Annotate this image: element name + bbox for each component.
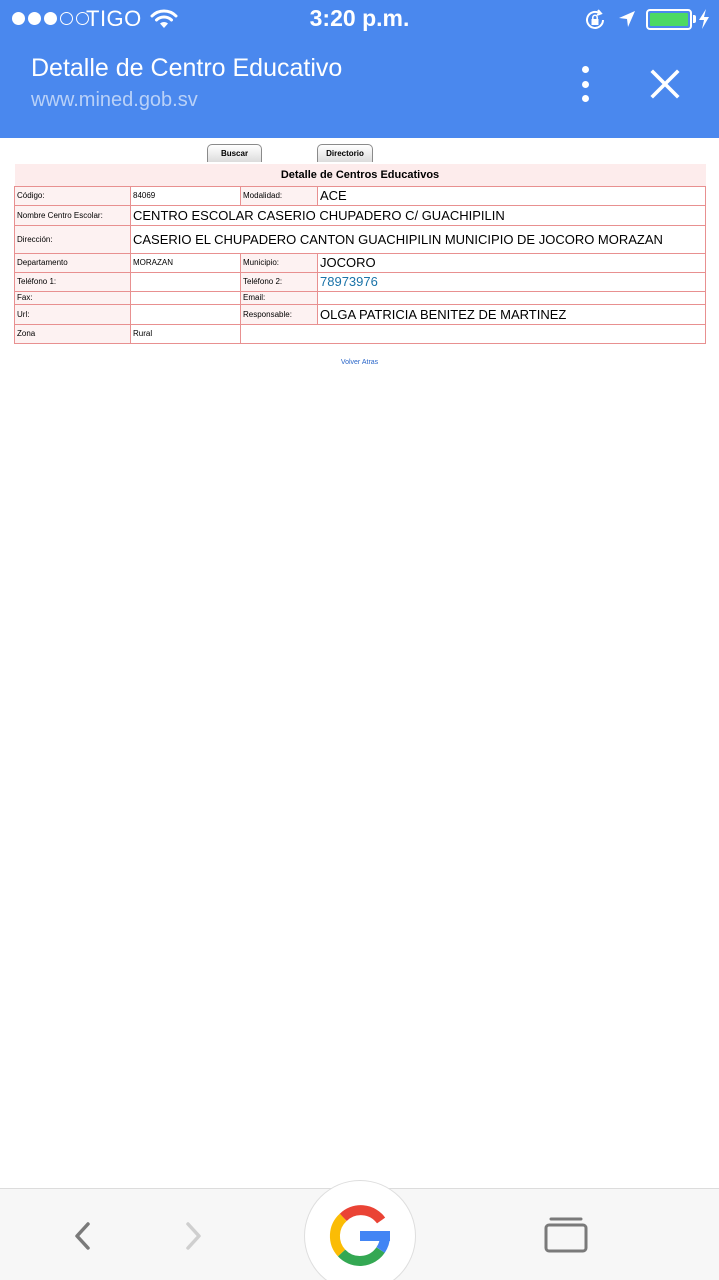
clock: 3:20 p.m. [309,5,410,31]
responsable-value: OLGA PATRICIA BENITEZ DE MARTINEZ [318,304,706,324]
page-tabs [0,144,719,164]
browser-header [0,0,719,138]
table-row [15,272,706,291]
bottom-toolbar [0,1188,719,1280]
more-vert-icon[interactable] [570,66,600,102]
table-row [15,253,706,272]
charging-bolt-icon [698,9,710,34]
fax-label: Fax: [15,291,131,304]
table-row [15,324,706,343]
page-url: www.mined.gob.sv [31,89,198,111]
telefono1-label: Teléfono 1: [15,272,131,291]
direccion-value: CASERIO EL CHUPADERO CANTON GUACHIPILIN MUNICIPIO DE JOCORO MORAZAN [131,225,706,253]
google-logo-icon [327,1203,393,1274]
tab-directorio[interactable]: Directorio [317,144,373,162]
detail-table [14,164,706,344]
email-value [318,291,706,304]
google-search-button[interactable] [305,1181,415,1280]
table-row [15,186,706,205]
zona-value: Rural [131,324,241,343]
departamento-label: Departamento [15,253,131,272]
codigo-label: Código: [15,186,131,205]
nombre-value: CENTRO ESCOLAR CASERIO CHUPADERO C/ GUACHIPILIN [131,205,706,225]
telefono2-label: Teléfono 2: [241,272,318,291]
email-label: Email: [241,291,318,304]
departamento-value: MORAZAN [131,253,241,272]
table-row [15,205,706,225]
telefono1-value [131,272,241,291]
table-caption: Detalle de Centros Educativos [15,164,706,186]
close-icon[interactable] [649,68,681,105]
table-row [15,225,706,253]
back-link[interactable]: Volver Atras [340,359,379,366]
url-value [131,304,241,324]
location-arrow-icon [617,9,637,34]
table-caption-row [15,164,706,186]
codigo-value: 84069 [131,186,241,205]
carrier-name: TIGO [86,6,142,31]
forward-chevron-icon[interactable] [180,1220,206,1257]
modalidad-value: ACE [318,186,706,205]
status-bar [0,0,719,40]
url-label: Url: [15,304,131,324]
table-row [15,304,706,324]
responsable-label: Responsable: [241,304,318,324]
battery-icon [646,9,692,30]
tab-buscar[interactable]: Buscar [207,144,262,162]
empty-cell [241,324,706,343]
telefono2-link[interactable]: 78973976 [318,272,706,291]
municipio-value: JOCORO [318,253,706,272]
modalidad-label: Modalidad: [241,186,318,205]
zona-label: Zona [15,324,131,343]
page-title: Detalle de Centro Educativo [31,54,343,82]
battery-level-fill [650,13,688,26]
nombre-label: Nombre Centro Escolar: [15,205,131,225]
battery-tip [693,15,696,23]
fax-value [131,291,241,304]
back-chevron-icon[interactable] [70,1220,96,1257]
table-row [15,291,706,304]
rotation-lock-icon [583,8,607,37]
municipio-label: Municipio: [241,253,318,272]
direccion-label: Dirección: [15,225,131,253]
tabs-icon[interactable] [543,1215,589,1260]
